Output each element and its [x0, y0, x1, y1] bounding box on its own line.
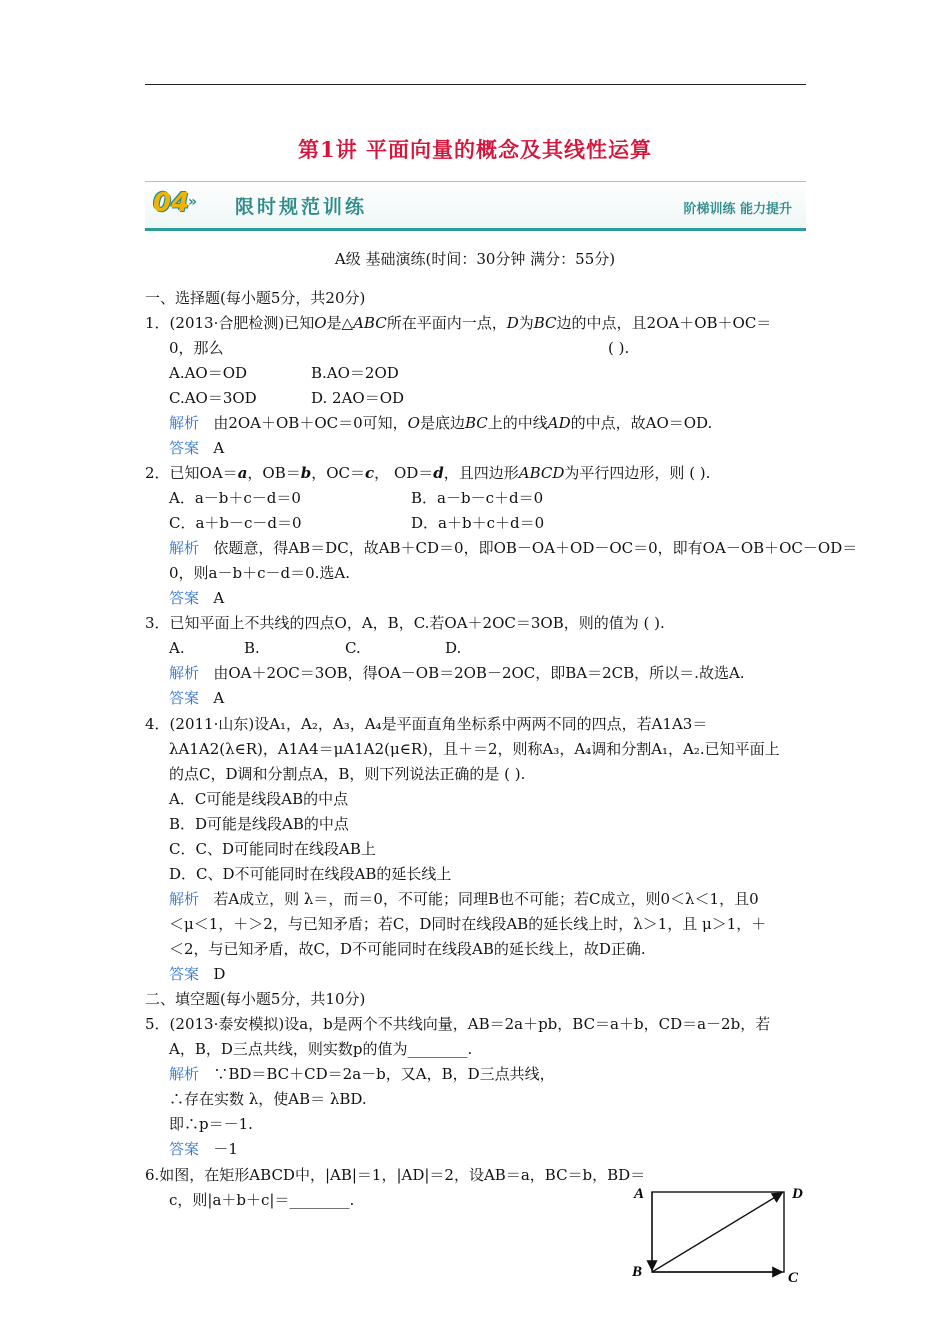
- q1-answer-paren: ( ).: [608, 339, 630, 357]
- q4-option-c: C．C、D可能同时在线段AB上: [169, 840, 376, 858]
- q2-option-c: C．a＋b－c－d＝0: [169, 514, 302, 532]
- q6-line2: c，则|a＋b＋c|＝________.: [169, 1191, 355, 1209]
- q4-solution-line3: ＜2，与已知矛盾，故C，D不可能同时在线段AB的延长线上，故D正确.: [169, 940, 646, 958]
- q1-option-b: B.AO＝2OD: [311, 364, 399, 382]
- q2-option-d: D．a＋b＋c＋d＝0: [411, 514, 545, 532]
- q6-line1: 6.如图，在矩形ABCD中，|AB|＝1，|AD|＝2，设AB＝a，BC＝b，BD＝: [145, 1166, 646, 1184]
- banner-number: 04: [153, 188, 190, 218]
- q4-solution-line2: ＜μ＜1，＋＞2，与已知矛盾；若C，D同时在线段AB的延长线上时，λ＞1，且 μ＞1，＋: [169, 915, 767, 933]
- q2-line1: 2．已知OA＝a，OB＝b，OC＝c， OD＝d，且四边形ABCD为平行四边形，则 ( ).: [145, 464, 711, 482]
- q4-line3: 的点C，D调和分割点A，B，则下列说法正确的是 ( ).: [169, 765, 526, 783]
- q5-solution-line3: 即∴p＝－1.: [169, 1115, 253, 1133]
- banner-arrow-icon: »: [188, 194, 198, 210]
- label-b: B: [632, 1264, 643, 1280]
- q2-solution-line1: 解析 依题意，得AB＝DC，故AB＋CD＝0，即OB－OA＋OD－OC＝0，即有OA－OB＋OC－OD＝: [169, 539, 858, 557]
- q4-line1: 4．(2011·山东)设A₁，A₂，A₃，A₄是平面直角坐标系中两两不同的四点，若A1A3＝: [145, 715, 708, 733]
- q3-line1: 3．已知平面上不共线的四点O，A，B，C.若OA＋2OC＝3OB，则的值为 ( ).: [145, 614, 665, 632]
- q3-option-a: A.: [169, 639, 185, 657]
- q3-option-c: C.: [345, 639, 361, 657]
- q5-line1: 5．(2013·泰安模拟)设a，b是两个不共线向量，AB＝2a＋pb，BC＝a＋b，CD＝a－2b，若: [145, 1015, 771, 1033]
- q1-solution: 解析 由2OA＋OB＋OC＝0可知，O是底边BC上的中线AD的中点，故AO＝OD.: [169, 414, 713, 432]
- q2-solution-line2: 0，则a－b＋c－d＝0.选A.: [169, 564, 351, 582]
- vector-bd: [652, 1193, 782, 1272]
- page-title: 第1讲 平面向量的概念及其线性运算: [298, 137, 652, 162]
- q5-line2: A，B，D三点共线，则实数p的值为________.: [169, 1040, 473, 1058]
- q1-option-c: C.AO＝3OD: [169, 389, 257, 407]
- q4-option-b: B．D可能是线段AB的中点: [169, 815, 349, 833]
- q3-option-d: D.: [445, 639, 462, 657]
- q1-option-a: A.AO＝OD: [169, 364, 248, 382]
- q5-solution-line2: ∴存在实数 λ，使AB＝ λBD.: [169, 1090, 367, 1108]
- q4-option-d: D．C、D不可能同时在线段AB的延长线上: [169, 865, 452, 883]
- q4-option-a: A．C可能是线段AB的中点: [169, 790, 349, 808]
- section-choice-heading: 一、选择题(每小题5分，共20分): [145, 289, 366, 307]
- banner-subtitle: 阶梯训练 能力提升: [683, 202, 792, 217]
- rectangle-figure: [628, 1178, 818, 1288]
- q2-answer: 答案 A: [169, 589, 225, 607]
- banner-title: 限时规范训练: [235, 196, 368, 218]
- q1-line2: 0，那么: [169, 339, 224, 357]
- section-banner: [145, 181, 806, 231]
- q5-answer: 答案 －1: [169, 1140, 238, 1158]
- label-c: C: [788, 1270, 799, 1286]
- q4-solution-line1: 解析 若A成立，则 λ＝，而＝0，不可能；同理B也不可能；若C成立，则0＜λ＜1，且0: [169, 890, 759, 908]
- q1-line1: 1．(2013·合肥检测)已知O是△ABC所在平面内一点，D为BC边的中点，且2OA＋OB＋OC＝: [145, 314, 772, 332]
- q1-option-d: D. 2AO＝OD: [311, 389, 405, 407]
- q2-option-a: A．a－b＋c－d＝0: [169, 489, 301, 507]
- q5-solution-line1: 解析 ∵BD＝BC＋CD＝2a－b，又A，B，D三点共线，: [169, 1065, 555, 1083]
- q3-answer: 答案 A: [169, 689, 225, 707]
- q3-option-b: B.: [244, 639, 260, 657]
- section-fill-heading: 二、填空题(每小题5分，共10分): [145, 990, 366, 1008]
- q2-option-b: B．a－b－c＋d＝0: [411, 489, 544, 507]
- q3-solution: 解析 由OA＋2OC＝3OB，得OA－OB＝2OB－2OC，即BA＝2CB，所以＝.故选A.: [169, 664, 745, 682]
- q4-line2: λA1A2(λ∈R)，A1A4＝μA1A2(μ∈R)，且＋＝2，则称A₃，A₄调和分割A₁，A₂.已知平面上: [169, 740, 780, 758]
- q1-answer: 答案 A: [169, 439, 225, 457]
- label-a: A: [634, 1186, 645, 1202]
- header-rule: [145, 84, 806, 85]
- label-d: D: [792, 1186, 803, 1202]
- q4-answer: 答案 D: [169, 965, 226, 983]
- level-heading: A级 基础演练(时间：30分钟 满分：55分): [334, 250, 616, 268]
